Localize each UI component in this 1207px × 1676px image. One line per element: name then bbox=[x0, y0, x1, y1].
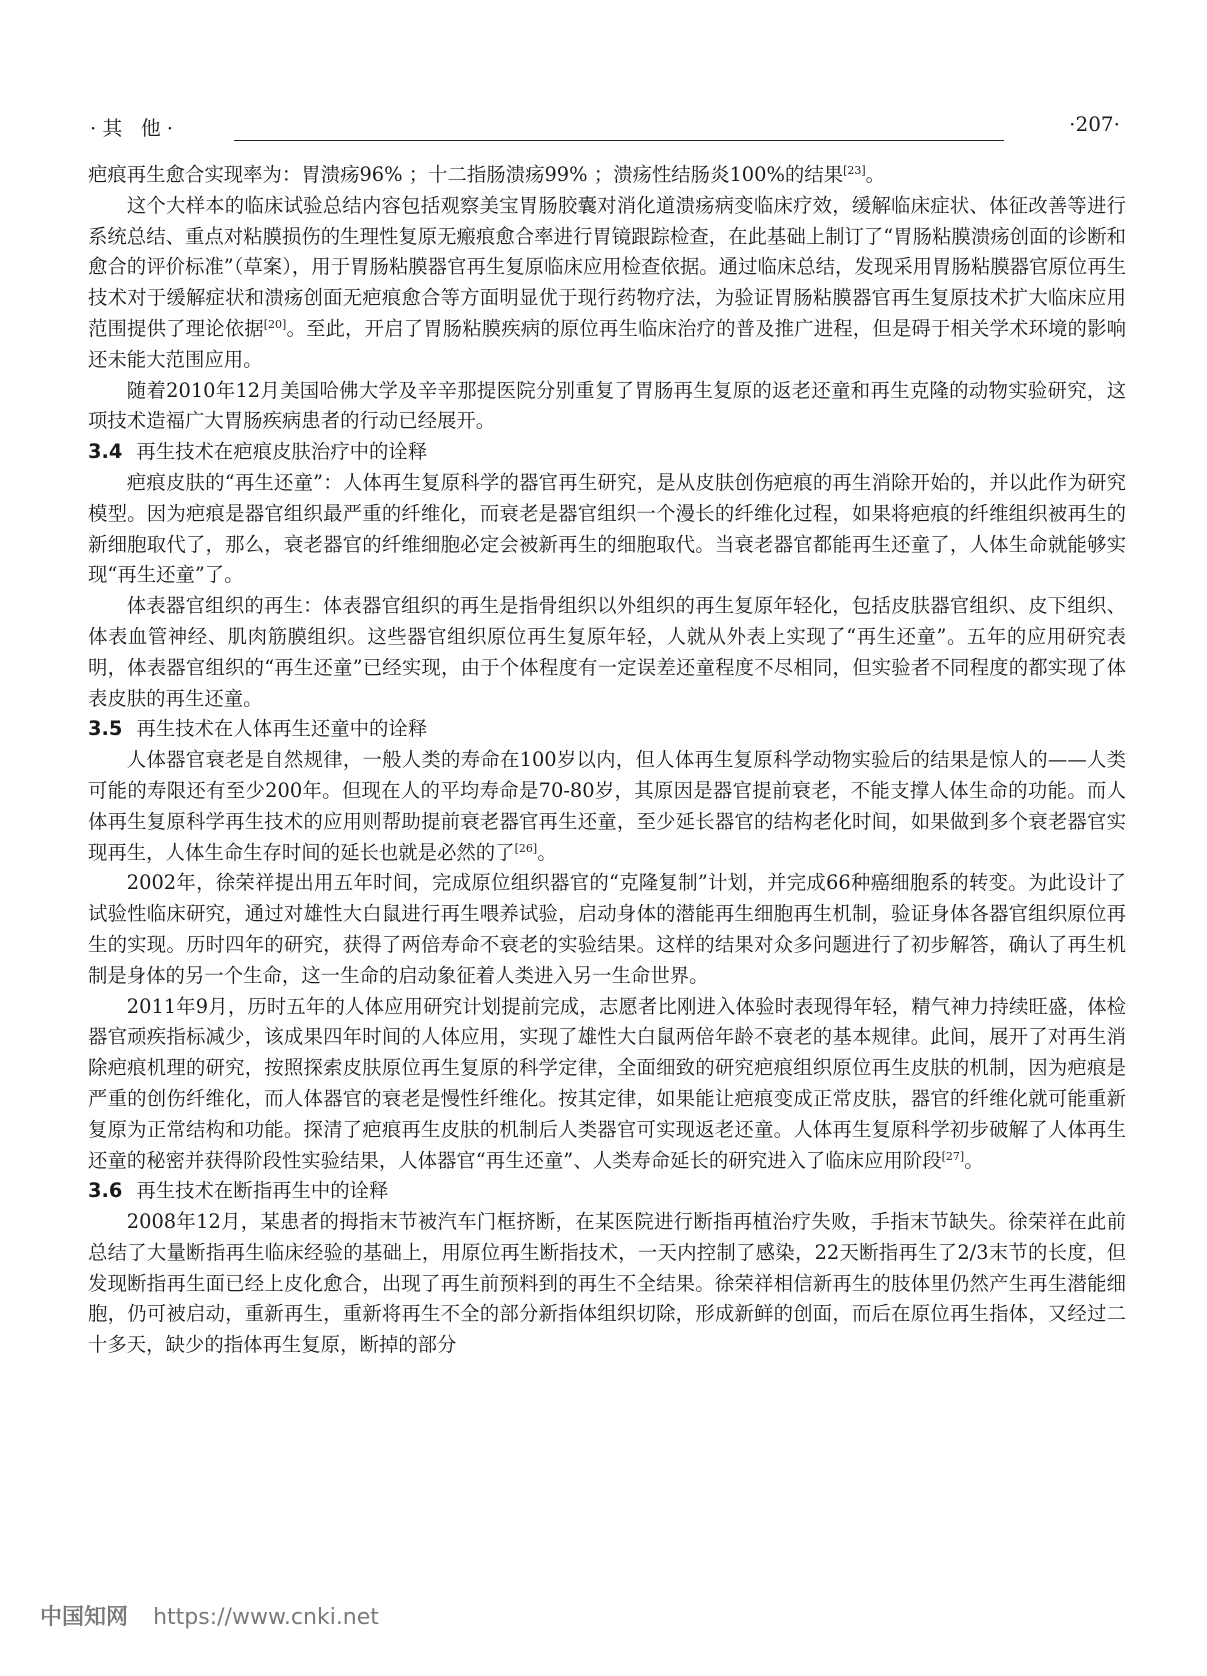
footer-watermark bbox=[40, 1600, 379, 1636]
paragraph: 疤痕皮肤的“再生还童”：人体再生复原科学的器官再生研究，是从皮肤创伤疤痕的再生消除开始的，并以此作为研究模型。因为疤痕是器官组织最严重的纤维化，而衰老是器官组织一个漫长的纤维化过程，如果将疤痕的纤维组织被再生的新细胞取代了，那么，衰老器官的纤维细胞必定会被新再生的细胞取代。当衰老器官都能再生还童了，人体生命就能够实现“再生还童”了。 bbox=[88, 470, 1126, 587]
paragraph: 体表器官组织的再生：体表器官组织的再生是指骨组织以外组织的再生复原年轻化，包括皮肤器官组织、皮下组织、体表血管神经、肌肉筋膜组织。这些器官组织原位再生复原年轻，人就从外表上实现了“再生还童”。五年的应用研究表明，体表器官组织的“再生还童”已经实现，由于个体程度有一定误差还童程度不尽相同，但实验者不同程度的都实现了体表皮肤的再生还童。 bbox=[88, 594, 1126, 710]
citation: [23] bbox=[843, 164, 866, 177]
header-rule bbox=[234, 140, 1004, 141]
cnki-url[interactable]: https://www.cnki.net bbox=[153, 1605, 379, 1630]
paragraph: 2011年9月，历时五年的人体应用研究计划提前完成，志愿者比刚进入体验时表现得年轻，精气神力持续旺盛，体检器官顽疾指标减少，该成果四年时间的人体应用，实现了雄性大白鼠两倍年龄不衰老的基本规律。此间，展开了对再生消除疤痕机理的研究，按照探索皮肤原位再生复原的科学定律，全面细致的研究疤痕组织原位再生皮肤的机制，因为疤痕是严重的创伤纤维化，而人体器官的衰老是慢性纤维化。按其定律，如果能让疤痕变成正常皮肤，器官的纤维化就可能重新复原为正常结构和功能。探清了疤痕再生皮肤的机制后人类器官可实现返老还童。人体再生复原科学初步破解了人体再生还童的秘密并获得阶段性实验结果，人体器官“再生还童”、人类寿命延长的研究进入了临床应用阶段[27]。 bbox=[88, 994, 1126, 1172]
paragraph: 2002年，徐荣祥提出用五年时间，完成原位组织器官的“克隆复制”计划，并完成66种癌细胞系的转变。为此设计了试验性临床研究，通过对雄性大白鼠进行再生喂养试验，启动身体的潜能再生细胞再生机制，验证身体各器官组织原位再生的实现。历时四年的研究，获得了两倍寿命不衰老的实验结果。这样的结果对众多问题进行了初步解答，确认了再生机制是身体的另一个生命，这一生命的启动象征着人类进入另一生命世界。 bbox=[88, 871, 1126, 987]
paragraph: 人体器官衰老是自然规律，一般人类的寿命在100岁以内，但人体再生复原科学动物实验后的结果是惊人的——人类可能的寿限还有至少200年。但现在人的平均寿命是70-80岁，其原因是器官提前衰老，不能支撑人体生命的功能。而人体再生复原科学再生技术的应用则帮助提前衰老器官再生还童，至少延长器官的结构老化时间，如果做到多个衰老器官实现再生，人体生命生存时间的延长也就是必然的了[26]。 bbox=[88, 748, 1126, 864]
paragraph: 2008年12月，某患者的拇指末节被汽车门框挤断，在某医院进行断指再植治疗失败，手指末节缺失。徐荣祥在此前总结了大量断指再生临床经验的基础上，用原位再生断指技术，一天内控制了感染，22天断指再生了2/3末节的长度，但发现断指再生面已经上皮化愈合，出现了再生前预料到的再生不全结果。徐荣祥相信新再生的肢体里仍然产生再生潜能细胞，仍可被启动，重新再生，重新将再生不全的部分新指体组织切除，形成新鲜的创面，而后在原位再生指体，又经过二十多天，缺少的指体再生复原，断掉的部分 bbox=[88, 1210, 1126, 1357]
citation: [27] bbox=[941, 1149, 965, 1163]
section-label: ·其 他· bbox=[90, 116, 180, 140]
citation: [26] bbox=[514, 841, 538, 855]
citation: [20] bbox=[263, 317, 287, 331]
page-number: ·207· bbox=[1069, 112, 1120, 136]
article-body bbox=[88, 160, 1126, 1361]
paragraph: 随着2010年12月美国哈佛大学及辛辛那提医院分别重复了胃肠再生复原的返老还童和再生克隆的动物实验研究，这项技术造福广大胃肠疾病患者的行动已经展开。 bbox=[88, 378, 1126, 433]
section-heading-3-4: 3.4 再生技术在疤痕皮肤治疗中的诠释 bbox=[88, 440, 428, 464]
cnki-logo: 中国知网 bbox=[40, 1605, 129, 1630]
paragraph: 疤痕再生愈合实现率为：胃溃疡96% ；十二指肠溃疡99% ；溃疡性结肠炎100%的结果[23]。 bbox=[88, 163, 886, 186]
page-header bbox=[84, 112, 1124, 142]
paragraph: 这个大样本的临床试验总结内容包括观察美宝胃肠胶囊对消化道溃疡病变临床疗效，缓解临床症状、体征改善等进行系统总结、重点对粘膜损伤的生理性复原无瘢痕愈合率进行胃镜跟踪检查，在此基础上制订了“胃肠粘膜溃疡创面的诊断和愈合的评价标准”（草案），用于胃肠粘膜器官再生复原临床应用检查依据。通过临床总结，发现采用胃肠粘膜器官原位再生技术对于缓解症状和溃疡创面无疤痕愈合等方面明显优于现行药物疗法，为验证胃肠粘膜器官再生复原技术扩大临床应用范围提供了理论依据[20]。至此，开启了胃肠粘膜疾病的原位再生临床治疗的普及推广进程，但是碍于相关学术环境的影响还未能大范围应用。 bbox=[88, 193, 1127, 371]
section-heading-3-5: 3.5 再生技术在人体再生还童中的诠释 bbox=[88, 717, 428, 741]
section-heading-3-6: 3.6 再生技术在断指再生中的诠释 bbox=[88, 1179, 389, 1203]
